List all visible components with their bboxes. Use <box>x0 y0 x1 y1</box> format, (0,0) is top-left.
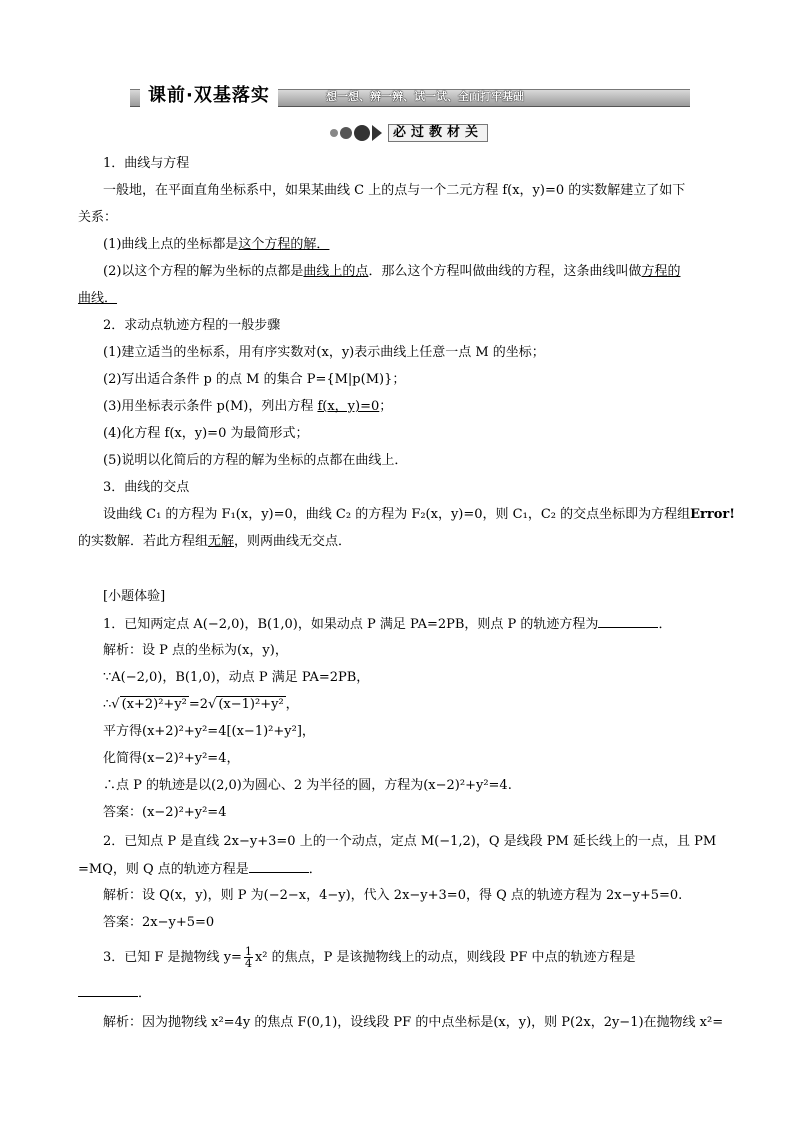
paragraph-line: 关系： <box>78 210 118 225</box>
paragraph-line <box>78 290 117 308</box>
text: ， <box>285 697 299 712</box>
sqrt-expression: (x+2)²+y² <box>121 697 187 712</box>
paragraph-line: 一般地，在平面直角坐标系中，如果某曲线 C 上的点与一个二元方程 f(x，y)=0 的实数解建立了如下 <box>103 183 686 198</box>
underlined-answer: 无解 <box>208 534 235 549</box>
section-label <box>330 124 488 142</box>
text: 设曲线 C₁ 的方程为 F₁(x，y)=0，曲线 C₂ 的方程为 F₂(x，y)=0，则 C₁，C₂ 的交点坐标即为方程组 <box>103 507 691 522</box>
error-marker: Error! <box>690 507 735 522</box>
text: (2)以这个方程的解为坐标的点都是 <box>103 264 304 279</box>
step-line <box>103 398 392 416</box>
banner-title: 课前·双基落实 <box>140 84 278 108</box>
paragraph-line <box>103 236 329 254</box>
text: x² 的焦点，P 是该抛物线上的动点，则线段 PF 中点的轨迹方程是 <box>254 950 636 965</box>
text: ，则两曲线无交点． <box>234 534 352 549</box>
question-2: 2．已知点 P 是直线 2x−y+3=0 上的一个动点，定点 M(−1,2)，Q 是线段 PM 延长线上的一点，且 PM <box>103 834 717 849</box>
solution-line: 平方得(x+2)²+y²=4[(x−1)²+y²]， <box>103 724 315 739</box>
underlined-answer: 曲线上的点 <box>303 264 369 279</box>
underlined-answer: f(x，y)=0 <box>317 399 380 414</box>
answer-blank <box>78 984 138 997</box>
answer-line: 答案：(x−2)²+y²=4 <box>103 805 227 820</box>
dot-icon <box>340 127 352 139</box>
step-line: (1)建立适当的坐标系，用有序实数对(x，y)表示曲线上任意一点 M 的坐标； <box>103 345 545 360</box>
step-line: (5)说明以化简后的方程的解为坐标的点都在曲线上． <box>103 453 408 468</box>
text: ． <box>658 617 672 632</box>
solution-line: ∴√ (x+2)²+y² =2√ (x−1)²+y² ， <box>103 697 299 712</box>
solution-line: ∴点 P 的轨迹是以(2,0)为圆心、2 为半径的圆，方程为(x−2)²+y²=4. <box>103 778 512 793</box>
text: ∴ <box>103 697 112 712</box>
answer-blank <box>249 860 309 873</box>
question-3-cont <box>78 984 151 1003</box>
fraction <box>244 946 253 969</box>
underlined-answer: 这个方程的解． <box>238 237 330 252</box>
text: ； <box>379 399 393 414</box>
text: ．那么这个方程叫做曲线的方程，这条曲线叫做 <box>368 264 642 279</box>
solution-line: 化简得(x−2)²+y²=4， <box>103 751 240 766</box>
text: 3．已知 F 是抛物线 y= <box>103 950 242 965</box>
text: (3)用坐标表示条件 p(M)，列出方程 <box>103 399 318 414</box>
question-3 <box>103 946 636 969</box>
text: 的实数解．若此方程组 <box>78 534 209 549</box>
paragraph-line <box>103 506 735 524</box>
text: =2 <box>188 697 209 712</box>
question-2-cont <box>78 860 322 879</box>
text: =MQ，则 Q 点的轨迹方程是 <box>78 862 249 877</box>
sqrt-expression: (x−1)²+y² <box>218 697 284 712</box>
solution-line: 解析：设 Q(x，y)，则 P 为(−2−x，4−y)，代入 2x−y+3=0，得 Q 点的轨迹方程为 2x−y+5=0. <box>103 888 683 903</box>
solution-line: ∵A(−2,0)，B(1,0)，动点 P 满足 PA=2PB， <box>103 670 370 685</box>
solution-line: 解析：设 P 点的坐标为(x，y)， <box>103 643 288 658</box>
solution-line: 解析：因为抛物线 x²=4y 的焦点 F(0,1)，设线段 PF 的中点坐标是(x，y)，则 P(2x，2y−1)在抛物线 x²= <box>103 1015 724 1030</box>
heading-3: 3．曲线的交点 <box>103 480 190 495</box>
heading-2: 2．求动点轨迹方程的一般步骤 <box>103 318 281 333</box>
underlined-answer: 方程的 <box>641 264 681 279</box>
banner-subtitle: 想一想、辨一辨、试一试、全面打牢基础 <box>326 90 524 103</box>
practice-heading: [小题体验] <box>103 589 166 604</box>
fraction-numerator: 1 <box>244 945 252 958</box>
answer-line: 答案：2x−y+5=0 <box>103 915 215 930</box>
step-line: (2)写出适合条件 p 的点 M 的集合 P={M|p(M)}； <box>103 372 406 387</box>
fraction-denominator: 4 <box>244 957 252 970</box>
paragraph-line <box>78 533 351 551</box>
paragraph-line <box>103 263 680 281</box>
arrow-icon <box>372 125 382 141</box>
answer-blank <box>598 615 658 628</box>
text: ． <box>138 986 152 1001</box>
question-1 <box>103 615 671 634</box>
section-label-text: 必过教材关 <box>388 124 488 142</box>
section-banner <box>130 86 690 108</box>
underlined-answer: 曲线． <box>78 291 118 306</box>
dot-icon <box>330 129 338 137</box>
text: 1．已知两定点 A(−2,0)，B(1,0)，如果动点 P 满足 PA=2PB，则点 P 的轨迹方程为 <box>103 617 599 632</box>
dot-icon <box>354 125 370 141</box>
text: ． <box>308 862 322 877</box>
text: (1)曲线上点的坐标都是 <box>103 237 239 252</box>
heading-1: 1．曲线与方程 <box>103 156 190 171</box>
step-line: (4)化方程 f(x，y)=0 为最简形式； <box>103 426 309 441</box>
